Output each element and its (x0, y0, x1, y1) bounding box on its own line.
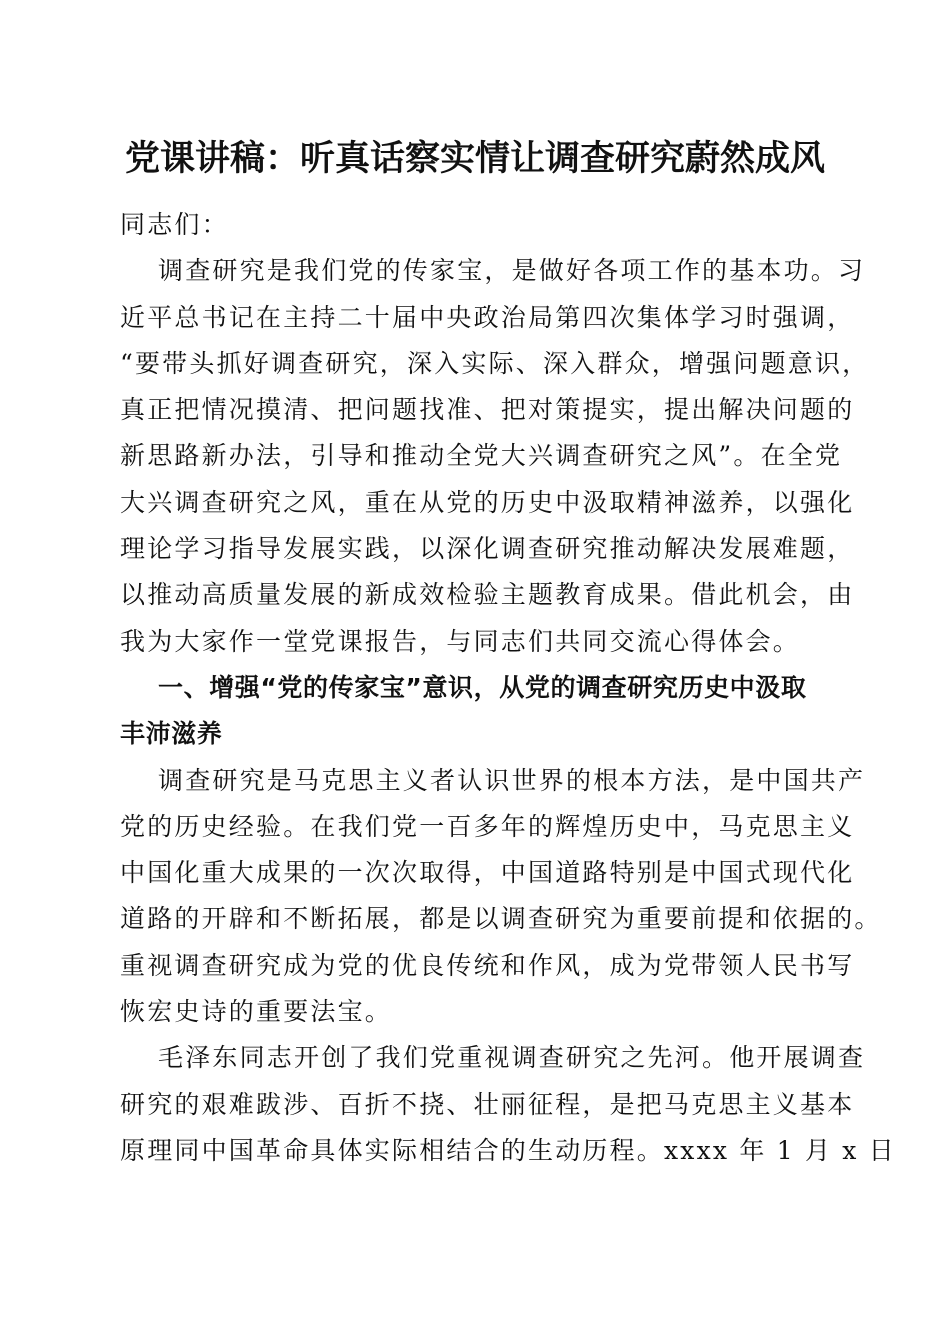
section-heading-1-line-2: 丰沛滋养 (120, 719, 223, 749)
section-heading-1-line-1: 一、增强“党的传家宝”意识，从党的调查研究历史中汲取 (158, 672, 807, 702)
paragraph-1-line-3: “要带头抓好调查研究，深入实际、深入群众，增强问题意识， (120, 348, 870, 378)
paragraph-2-line-6: 恢宏史诗的重要法宝。 (120, 997, 393, 1027)
paragraph-2-line-1: 调查研究是马克思主义者认识世界的根本方法，是中国共产 (158, 765, 866, 795)
paragraph-1-line-8: 以推动高质量发展的新成效检验主题教育成果。借此机会，由 (120, 580, 855, 610)
paragraph-3-line-3: 原理同中国革命具体实际相结合的生动历程。xxxx 年 1 月 x 日 (120, 1135, 896, 1165)
paragraph-1-line-4: 真正把情况摸清、把问题找准、把对策提实，提出解决问题的 (120, 395, 855, 425)
paragraph-1-line-5: 新思路新办法，引导和推动全党大兴调查研究之风”。在全党 (120, 441, 843, 471)
paragraph-1-line-1: 调查研究是我们党的传家宝，是做好各项工作的基本功。习 (158, 256, 866, 286)
paragraph-3-line-1: 毛泽东同志开创了我们党重视调查研究之先河。他开展调查 (158, 1043, 866, 1073)
document-title: 党课讲稿：听真话察实情让调查研究蔚然成风 (124, 138, 825, 179)
paragraph-1-line-9: 我为大家作一堂党课报告，与同志们共同交流心得体会。 (120, 626, 801, 656)
paragraph-1-line-6: 大兴调查研究之风，重在从党的历史中汲取精神滋养，以强化 (120, 487, 855, 517)
paragraph-2-line-2: 党的历史经验。在我们党一百多年的辉煌历史中，马克思主义 (120, 811, 855, 841)
salutation: 同志们： (120, 210, 229, 239)
paragraph-2-line-4: 道路的开辟和不断拓展，都是以调查研究为重要前提和依据的。 (120, 904, 882, 934)
paragraph-2-line-3: 中国化重大成果的一次次取得，中国道路特别是中国式现代化 (120, 858, 855, 888)
paragraph-1-line-7: 理论学习指导发展实践，以深化调查研究推动解决发展难题， (120, 534, 855, 564)
document-body (120, 202, 896, 1174)
paragraph-2-line-5: 重视调查研究成为党的优良传统和作风，成为党带领人民书写 (120, 950, 855, 980)
paragraph-3-line-2: 研究的艰难跋涉、百折不挠、壮丽征程，是把马克思主义基本 (120, 1089, 855, 1119)
paragraph-1-line-2: 近平总书记在主持二十届中央政治局第四次集体学习时强调， (120, 302, 855, 332)
